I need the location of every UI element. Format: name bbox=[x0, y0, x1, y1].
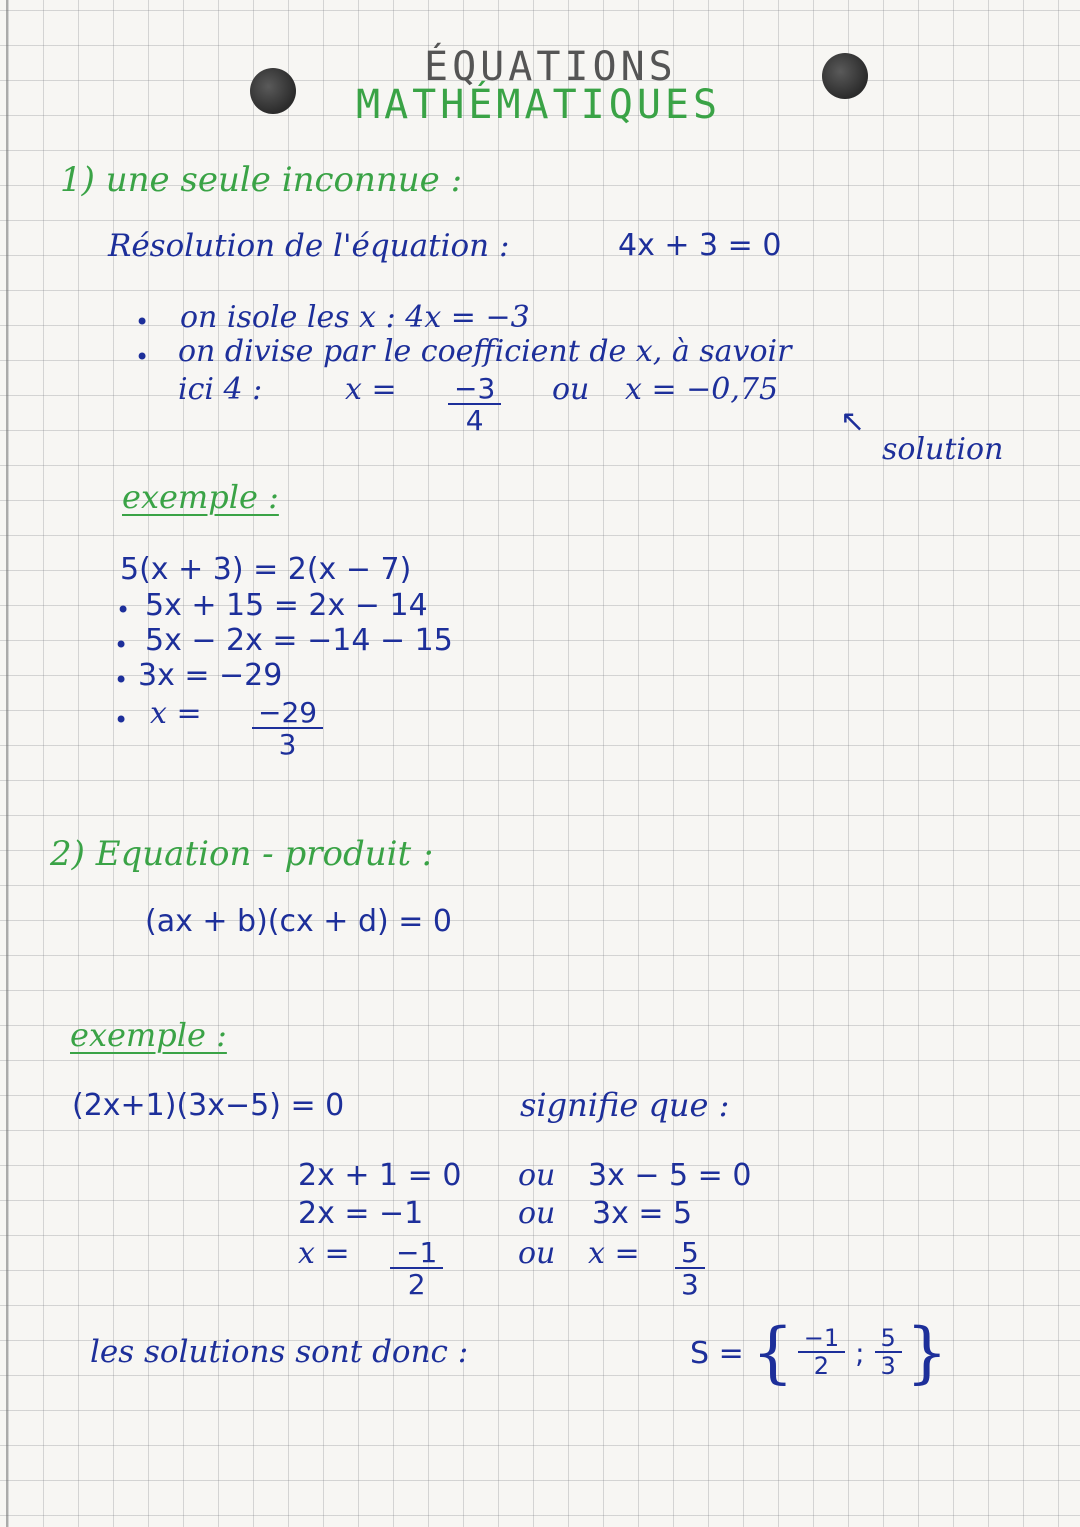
bullet: • bbox=[135, 308, 150, 336]
fraction-denominator: 3 bbox=[681, 1268, 699, 1302]
fraction-numerator: 5 bbox=[675, 1238, 705, 1269]
bullet: • bbox=[116, 596, 131, 624]
margin-line bbox=[6, 0, 8, 1527]
bullet: • bbox=[114, 706, 129, 734]
title-line-2: MATHÉMATIQUES bbox=[356, 82, 722, 128]
fraction-denominator: 4 bbox=[465, 404, 484, 438]
example-label-1: exemple : bbox=[122, 478, 279, 516]
fraction-minus29-over-3 bbox=[252, 698, 323, 762]
example-label-2: exemple : bbox=[70, 1016, 227, 1054]
set-separator: ; bbox=[855, 1336, 865, 1370]
row3-right-x: x = bbox=[588, 1236, 640, 1271]
example-line-2: 5x + 15 = 2x − 14 bbox=[145, 588, 428, 623]
row3-left-x: x = bbox=[298, 1236, 350, 1271]
row1-or: ou bbox=[518, 1158, 556, 1193]
row2-left: 2x = −1 bbox=[298, 1196, 424, 1231]
left-brace-icon: { bbox=[751, 1314, 794, 1391]
step-divide: on divise par le coefficient de x, à savoir bbox=[178, 334, 792, 369]
title-line-1: ÉQUATIONS bbox=[424, 44, 677, 90]
solution-set bbox=[690, 1314, 948, 1391]
example-line-3: 5x − 2x = −14 − 15 bbox=[145, 623, 453, 658]
fraction-denominator: 3 bbox=[278, 728, 297, 762]
step-here-four: ici 4 : bbox=[178, 372, 263, 407]
bullet: • bbox=[114, 631, 129, 659]
example-final-x: x = bbox=[150, 696, 202, 731]
binder-hole-left bbox=[250, 68, 296, 114]
fraction-minus3-over-4 bbox=[448, 374, 501, 438]
meaning-text: signifie que : bbox=[520, 1086, 730, 1124]
example-line-4: 3x = −29 bbox=[138, 658, 283, 693]
step-decimal: x = −0,75 bbox=[625, 372, 779, 407]
fraction-minus1-over-2 bbox=[390, 1238, 443, 1302]
bullet: • bbox=[135, 343, 150, 371]
solution-note: solution bbox=[882, 432, 1004, 467]
step-x-equals: x = bbox=[345, 372, 397, 407]
section2-heading: 2) Equation - produit : bbox=[50, 834, 434, 874]
example-line-1: 5(x + 3) = 2(x − 7) bbox=[120, 552, 412, 587]
row3-or: ou bbox=[518, 1236, 556, 1271]
fraction-numerator: 5 bbox=[875, 1326, 902, 1353]
set-fraction-b bbox=[875, 1323, 902, 1381]
step-isolate: on isole les x : 4x = −3 bbox=[180, 300, 530, 335]
fraction-5-over-3 bbox=[675, 1238, 705, 1302]
fraction-denominator: 3 bbox=[880, 1351, 896, 1380]
bullet: • bbox=[114, 666, 129, 694]
fraction-denominator: 2 bbox=[813, 1351, 830, 1380]
row2-right: 3x = 5 bbox=[592, 1196, 693, 1231]
general-form: (ax + b)(cx + d) = 0 bbox=[145, 904, 453, 939]
fraction-numerator: −1 bbox=[798, 1326, 845, 1353]
fraction-denominator: 2 bbox=[407, 1268, 426, 1302]
up-left-arrow-icon: ↖ bbox=[840, 404, 866, 439]
fraction-numerator: −1 bbox=[390, 1238, 443, 1269]
step-or: ou bbox=[552, 372, 590, 407]
fraction-numerator: −3 bbox=[448, 374, 501, 405]
resolution-equation: 4x + 3 = 0 bbox=[618, 228, 782, 263]
set-fraction-a bbox=[798, 1323, 845, 1381]
conclusion-text: les solutions sont donc : bbox=[90, 1334, 469, 1370]
row2-or: ou bbox=[518, 1196, 556, 1231]
row1-right: 3x − 5 = 0 bbox=[588, 1158, 752, 1193]
fraction-numerator: −29 bbox=[252, 698, 323, 729]
binder-hole-right bbox=[822, 53, 868, 99]
right-brace-icon: } bbox=[905, 1314, 948, 1391]
row1-left: 2x + 1 = 0 bbox=[298, 1158, 462, 1193]
set-prefix: S = bbox=[690, 1335, 744, 1371]
section1-heading: 1) une seule inconnue : bbox=[60, 160, 463, 200]
resolution-label: Résolution de l'équation : bbox=[108, 228, 510, 264]
product-example-equation: (2x+1)(3x−5) = 0 bbox=[72, 1088, 345, 1123]
